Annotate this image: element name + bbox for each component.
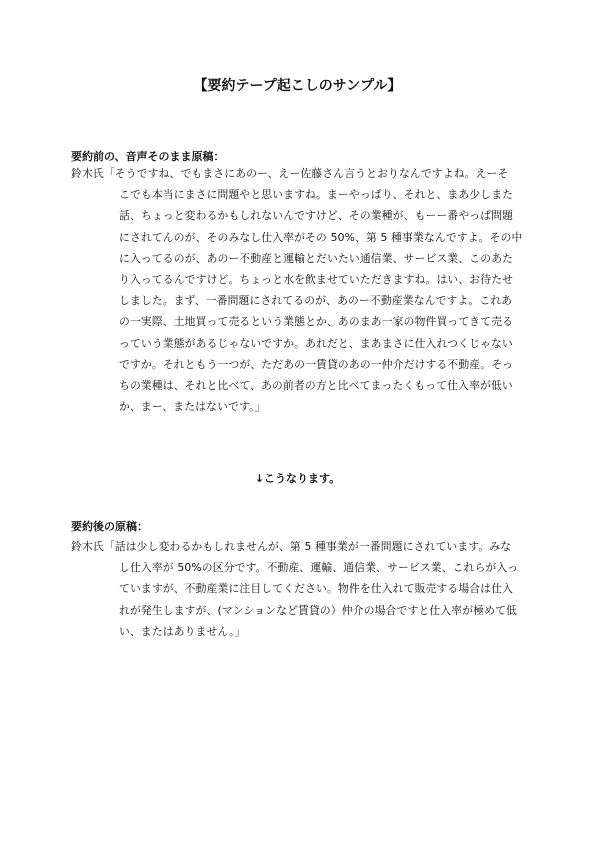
paragraph-line: の一実際、土地買って売るという業態とか、あのまあ一家の物件買ってきて売る bbox=[119, 315, 514, 329]
paragraph-line: 鈴木氏「話は少し変わるかもしれませんが、第 5 種事業が一番問題にされています。みな bbox=[71, 540, 512, 553]
paragraph-line: ちの業種は、それと比べて、あの前者の方と比べてまったくもって仕入率が低い bbox=[119, 379, 513, 393]
before-summary-paragraph bbox=[71, 163, 531, 417]
after-summary-paragraph bbox=[71, 536, 531, 642]
paragraph-line: ていますが、不動産業に注目してください。物件を仕入れて販売する場合は仕入 bbox=[119, 582, 514, 596]
paragraph-line: か、まー、またはないです。」 bbox=[119, 400, 266, 414]
paragraph-line: 話、ちょっと変わるかもしれないんですけど、その業種が、もーー番やっぱ問題 bbox=[119, 209, 514, 223]
paragraph-line: れが発生しますが、(マンションなど賃貸の）仲介の場合ですと仕入率が極めて低 bbox=[119, 603, 517, 617]
after-summary-heading: 要約後の原稿： bbox=[71, 520, 148, 533]
paragraph-line: り入ってるんですけど。ちょっと水を飲ませていただきますね。はい、お待たせ bbox=[119, 273, 514, 287]
arrow-transition-text: ↓こうなります。 bbox=[254, 472, 341, 485]
paragraph-line: っていう業態があるじゃないですか。あれだと、まあまさに仕入れつくじゃない bbox=[119, 336, 513, 350]
paragraph-line: しました。まず、一番問題にされてるのが、あのー不動産業なんですよ。これあ bbox=[119, 294, 513, 308]
paragraph-line: い、またはありません。」 bbox=[119, 624, 246, 638]
paragraph-line: にされてんのが、そのみなし仕入率がその 50%、第 5 種事業なんですよ。その中 bbox=[119, 230, 523, 244]
before-summary-heading: 要約前の、音声そのまま原稿： bbox=[71, 150, 225, 163]
paragraph-line: に入ってるのが、あのー不動産と運輸とだいたい通信業、サービス業、このあた bbox=[119, 251, 514, 265]
paragraph-line: こでも本当にまさに問題やと思いますね。まーやっぱり、それと、まあ少しまた bbox=[119, 188, 514, 202]
paragraph-line: し仕入率が 50%の区分です。不動産、運輸、通信業、サービス業、これらが入っ bbox=[119, 561, 519, 575]
document-title: 【要約テープ起こしのサンプル】 bbox=[193, 78, 402, 94]
paragraph-line: 鈴木氏「そうですね、でもまさにあのー、えー佐藤さん言うとおりなんですよね。えーそ bbox=[71, 167, 509, 180]
paragraph-line: ですか。それともう一つが、ただあの一賃貸のあの一仲介だけする不動産。そっ bbox=[119, 357, 514, 371]
